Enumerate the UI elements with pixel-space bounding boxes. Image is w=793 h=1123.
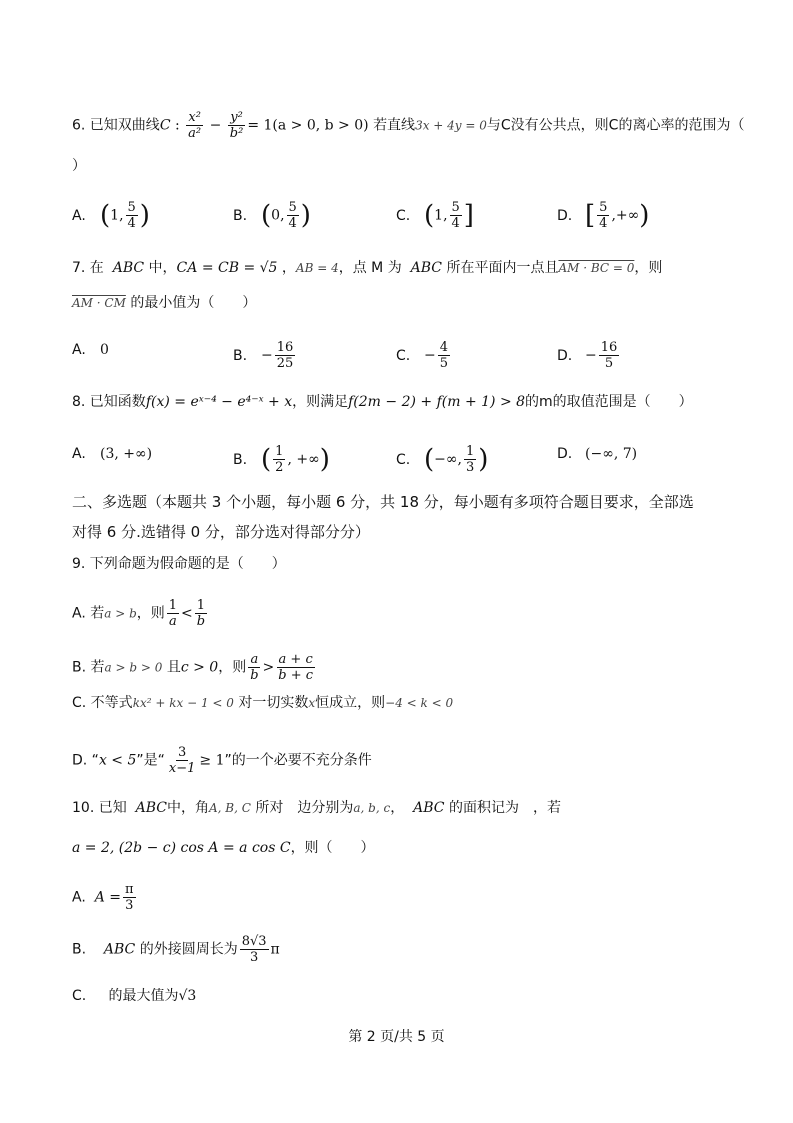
- q7-triangle: ABC: [112, 260, 145, 276]
- q6-stem: 6. 已知双曲线C : $\frac{\text{x²}}{\text{a²}}$ − $\frac{\text{y²}}{\text{b²}}$ = 1(a > 0, b > 0) 若直线3x + 4y = 0与C没有公共点，则C的离心率的范围为（: [72, 110, 745, 141]
- q6-suffix: 与C没有公共点，则C的离心率的范围为（: [486, 117, 745, 134]
- q9-option-d: D. “x < 5”是“ $\frac{3}{x-1}$ ≥ 1”的一个必要不充分条件: [72, 745, 372, 776]
- q6-line-eq: 3x + 4y = 0: [415, 118, 487, 133]
- q10-stem-line2: a = 2, (2b − c) cos A = a cos C，则（ ）: [72, 840, 375, 856]
- q6-x-frac: $\frac{\text{x²}}{\text{a²}}$: [188, 110, 202, 141]
- q10-option-a: A. A = $\frac{\pi}{3}$: [72, 882, 134, 913]
- q8-option-a: A. (3, +∞): [72, 446, 153, 462]
- q8-option-b: B. ( $\frac{1}{2}$ , +∞): [233, 444, 330, 475]
- q6-option-d: D. [ $\frac{5}{4}$ ,+∞): [557, 200, 650, 231]
- q7-option-a: A. 0: [72, 342, 109, 358]
- q7-vector-expr: AM · CM: [72, 296, 126, 310]
- q6-eq-tail: = 1(a > 0, b > 0): [247, 117, 369, 134]
- q9-option-c: C. 不等式kx² + kx − 1 < 0 对一切实数x恒成立，则−4 < k < 0: [72, 695, 454, 711]
- q6-close: ）: [72, 158, 86, 174]
- q8-function: f(x) = eˣ⁻⁴ − e⁴⁻ˣ + x: [145, 394, 293, 410]
- q7-cond2: AB = 4: [295, 261, 339, 275]
- q8-inequality: f(2m − 2) + f(m + 1) > 8: [348, 394, 526, 410]
- q6-line-prefix: 若直线: [373, 117, 416, 134]
- q6-option-c: C. (1, $\frac{5}{4}$ ]: [396, 200, 474, 231]
- q10-option-c: C. 的最大值为√3: [72, 988, 197, 1004]
- q6-y-frac: $\frac{\text{y²}}{\text{b²}}$: [229, 110, 244, 141]
- q7-stem-line2: AM · CM 的最小值为（ ）: [72, 295, 257, 311]
- q9-option-a: A. 若a > b，则 $\frac{1}{a}$ < $\frac{1}{b}$: [72, 598, 206, 629]
- page-footer: 第 2 页/共 5 页: [348, 1029, 445, 1045]
- q10-stem: 10. 已知 ABC中，角A, B, C 所对 边分别为a, b, c， ABC 的面积记为 ，若: [72, 800, 561, 816]
- q9-stem: 9. 下列命题为假命题的是（ ）: [72, 556, 286, 572]
- q7-option-b: B. − $\frac{16}{25}$: [233, 340, 294, 371]
- q7-vector-condition: AM · BC = 0: [558, 261, 635, 275]
- q8-option-d: D. (−∞, 7): [557, 446, 638, 462]
- q6-prefix: 6. 已知双曲线: [72, 117, 160, 134]
- section2-heading-line2: 对得 6 分.选错得 0 分，部分选对得部分分）: [72, 523, 370, 541]
- q6-option-a: A. (1, $\frac{5}{4}$ ): [72, 200, 150, 231]
- q6-option-b: B. (0, $\frac{5}{4}$ ): [233, 200, 311, 231]
- q9-option-b: B. 若a > b > 0 且c > 0，则 $\frac{a}{b}$ > $\frac{a + c}{b + c}$: [72, 652, 314, 683]
- q8-option-c: C. (−∞, $\frac{1}{3}$ ): [396, 444, 489, 475]
- section2-heading-line1: 二、多选题（本题共 3 个小题，每小题 6 分，共 18 分，每小题有多项符合题目要求，全部选: [72, 493, 694, 511]
- q10-option-b: B. ABC 的外接圆周长为 $\frac{8√3}{3}$ π: [72, 934, 280, 965]
- q6-curve-name: C: [159, 117, 171, 134]
- q8-stem: 8. 已知函数f(x) = eˣ⁻⁴ − e⁴⁻ˣ + x，则满足f(2m − 2) + f(m + 1) > 8的m的取值范围是（ ）: [72, 394, 693, 410]
- q7-cond1: CA = CB = √5: [176, 260, 278, 276]
- q7-option-d: D. − $\frac{16}{5}$: [557, 340, 618, 371]
- q7-stem: 7. 在 ABC 中，CA = CB = √5 ，AB = 4，点 M 为 ABC 所在平面内一点且AM · BC = 0，则: [72, 260, 663, 276]
- q7-option-c: C. − $\frac{4}{5}$: [396, 340, 449, 371]
